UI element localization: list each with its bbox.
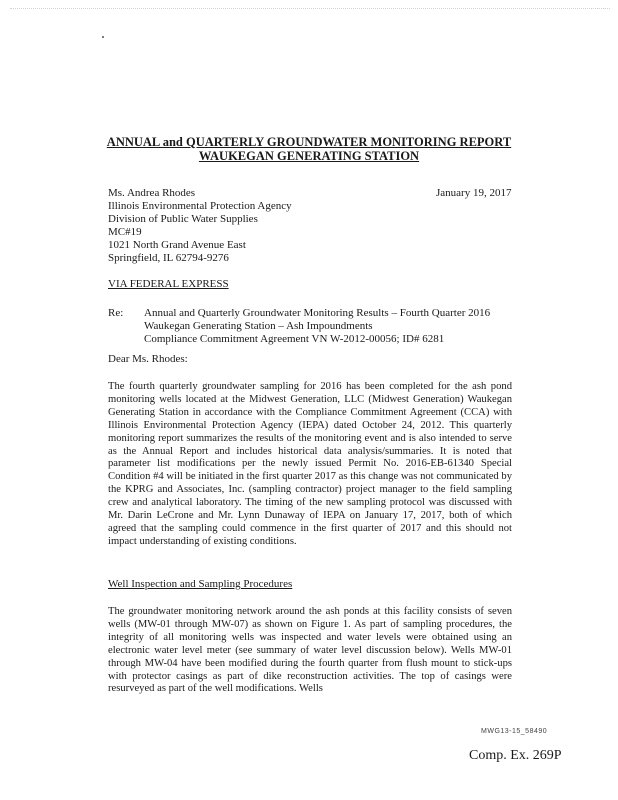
scan-header-artifact bbox=[10, 8, 610, 19]
recipient-address bbox=[108, 187, 292, 265]
recipient-division: Division of Public Water Supplies bbox=[108, 213, 258, 225]
body-paragraph-1: The fourth quarterly groundwater sampling for 2016 has been completed for the ash pond monitoring wells located at the Midwest Generation, LLC (Midwest Generation) Waukegan Generating Station in accordance with the Compliance Commitment Agreement (CCA) with Illinois Environmental Protection Agency (IEPA) dated October 24, 2012. This quarterly monitoring report summarizes the results of the monitoring event and is also intended to serve as the Annual Report and includes historical data analysis/summaries. It is noted that parameter list modifications per the newly issued Permit No. 2016-EB-61340 Special Condition #4 will be initiated in the first quarter 2017 as this change was not communicated by the KPRG and Associates, Inc. (sampling contractor) project manager to the field sampling crew and analytical laboratory. The timing of the new sampling protocol was discussed with Mr. Darin LeCrone and Mr. Lynn Dunaway of IEPA on January 17, 2017, both of which agreed that the sampling could commence in the first quarter of 2017 and this should not impact understanding of existing conditions. bbox=[108, 381, 512, 547]
salutation: Dear Ms. Rhodes: bbox=[108, 353, 188, 365]
report-title bbox=[0, 135, 618, 163]
report-title-line-2: WAUKEGAN GENERATING STATION bbox=[198, 149, 420, 163]
recipient-city: Springfield, IL 62794-9276 bbox=[108, 252, 229, 264]
exhibit-label: Comp. Ex. 269P bbox=[469, 748, 562, 763]
letter-date: January 19, 2017 bbox=[436, 187, 512, 199]
scan-speck bbox=[102, 36, 104, 38]
recipient-name: Ms. Andrea Rhodes bbox=[108, 187, 196, 199]
recipient-street: 1021 North Grand Avenue East bbox=[108, 239, 246, 251]
subject-line-3: Compliance Commitment Agreement VN W-2012-00056; ID# 6281 bbox=[144, 333, 445, 345]
report-title-line-1: ANNUAL and QUARTERLY GROUNDWATER MONITORING REPORT bbox=[106, 135, 512, 149]
section-heading: Well Inspection and Sampling Procedures bbox=[108, 578, 293, 590]
subject-lines bbox=[144, 307, 490, 346]
subject-label: Re: bbox=[108, 307, 124, 319]
recipient-mail-code: MC#19 bbox=[108, 226, 142, 238]
body-paragraph-2: The groundwater monitoring network around the ash ponds at this facility consists of seven wells (MW-01 through MW-07) as shown on Figure 1. As part of sampling procedures, the integrity of all monitoring wells was inspected and water levels were obtained using an electronic water level meter (see summary of water level discussion below). Wells MW-01 through MW-04 have been modified during the fourth quarter from flush mount to stick-ups with protector casings as part of dike reconstruction activities. The top of casings were resurveyed as part of the well modifications. Wells bbox=[108, 606, 512, 695]
bates-number: MWG13-15_58490 bbox=[481, 728, 548, 735]
delivery-method: VIA FEDERAL EXPRESS bbox=[108, 278, 229, 290]
recipient-org: Illinois Environmental Protection Agency bbox=[108, 200, 292, 212]
subject-line-2: Waukegan Generating Station – Ash Impoundments bbox=[144, 320, 373, 332]
subject-line-1: Annual and Quarterly Groundwater Monitoring Results – Fourth Quarter 2016 bbox=[144, 307, 491, 319]
scan-header-mark: ⋅ ⋅ ⋅ bbox=[590, 6, 606, 13]
